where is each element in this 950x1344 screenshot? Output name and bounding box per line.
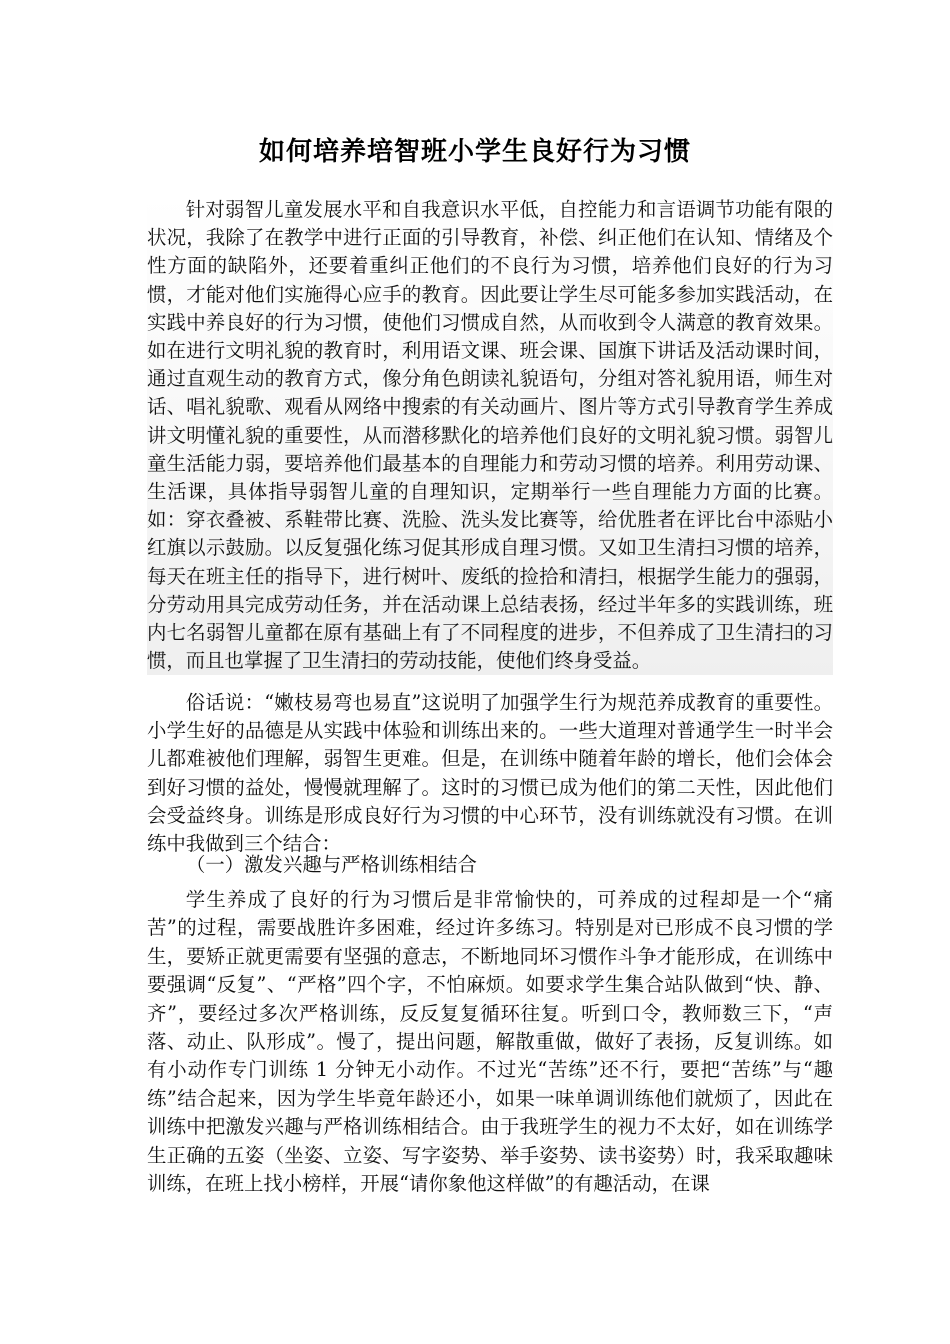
paragraph-training-importance: 俗话说：“嫩枝易弯也易直”这说明了加强学生行为规范养成教育的重要性。小学生好的品德是从实践中体验和训练出来的。一些大道理对普通学生一时半会儿都难被他们理解，弱智生更难。但是，在训练中随着年龄的增长，他们会体会到好习惯的益处，慢慢就理解了。这时的习惯已成为他们的第二天性，因此他们会受益终身。训练是形成良好行为习惯的中心环节，没有训练就没有习惯。在训练中我做到三个结合：	[147, 691, 833, 856]
paragraph-interest-and-strict-training: 学生养成了良好的行为习惯后是非常愉快的，可养成的过程却是一个“痛苦”的过程，需要战胜许多困难，经过许多练习。特别是对已形成不良习惯的学生，要矫正就更需要有坚强的意志，不断地同坏习惯作斗争才能形成，在训练中要强调“反复”、“严格”四个字，不怕麻烦。如要求学生集合站队做到“快、静、齐”，要经过多次严格训练，反反复复循环往复。听到口令，教师数三下，“声落、动止、队形成”。慢了，提出问题，解散重做，做好了表扬，反复训练。如有小动作专门训练 1 分钟无小动作。不过光“苦练”还不行，要把“苦练”与“趣练”结合起来，因为学生毕竟年龄还小，如果一味单调训练他们就烦了，因此在训练中把激发兴趣与严格训练相结合。由于我班学生的视力不太好，如在训练学生正确的五姿（坐姿、立姿、写字姿势、举手姿势、读书姿势）时，我采取趣味训练，在班上找小榜样，开展“请你象他这样做”的有趣活动，在课	[147, 888, 833, 1196]
paragraph-self-care-habits: 针对弱智儿童发展水平和自我意识水平低，自控能力和言语调节功能有限的状况，我除了在教学中进行正面的引导教育，补偿、纠正他们在认知、情绪及个性方面的缺陷外，还要着重纠正他们的不良行为习惯，培养他们良好的行为习惯，才能对他们实施得心应手的教育。因此要让学生尽可能多参加实践活动，在实践中养良好的行为习惯，使他们习惯成自然，从而收到令人满意的教育效果。如在进行文明礼貌的教育时，利用语文课、班会课、国旗下讲话及活动课时间，通过直观生动的教育方式，像分角色朗读礼貌语句，分组对答礼貌用语，师生对话、唱礼貌歌、观看从网络中搜索的有关动画片、图片等方式引导教育学生养成讲文明懂礼貌的重要性，从而潜移默化的培养他们良好的文明礼貌习惯。弱智儿童生活能力弱，要培养他们最基本的自理能力和劳动习惯的培养。利用劳动课、生活课，具体指导弱智儿童的自理知识，定期举行一些自理能力方面的比赛。如：穿衣叠被、系鞋带比赛、洗脸、洗头发比赛等，给优胜者在评比台中添贴小红旗以示鼓励。以反复强化练习促其形成自理习惯。又如卫生清扫习惯的培养，每天在班主任的指导下，进行树叶、废纸的捡拾和清扫，根据学生能力的强弱，分劳动用具完成劳动任务，并在活动课上总结表扬，经过半年多的实践训练，班内七名弱智儿童都在原有基础上有了不同程度的进步，不但养成了卫生清扫的习惯，而且也掌握了卫生清扫的劳动技能，使他们终身受益。	[147, 196, 833, 675]
section-heading-interest-and-training: （一）激发兴趣与严格训练相结合	[186, 853, 477, 876]
document-title: 如何培养培智班小学生良好行为习惯	[258, 137, 691, 167]
